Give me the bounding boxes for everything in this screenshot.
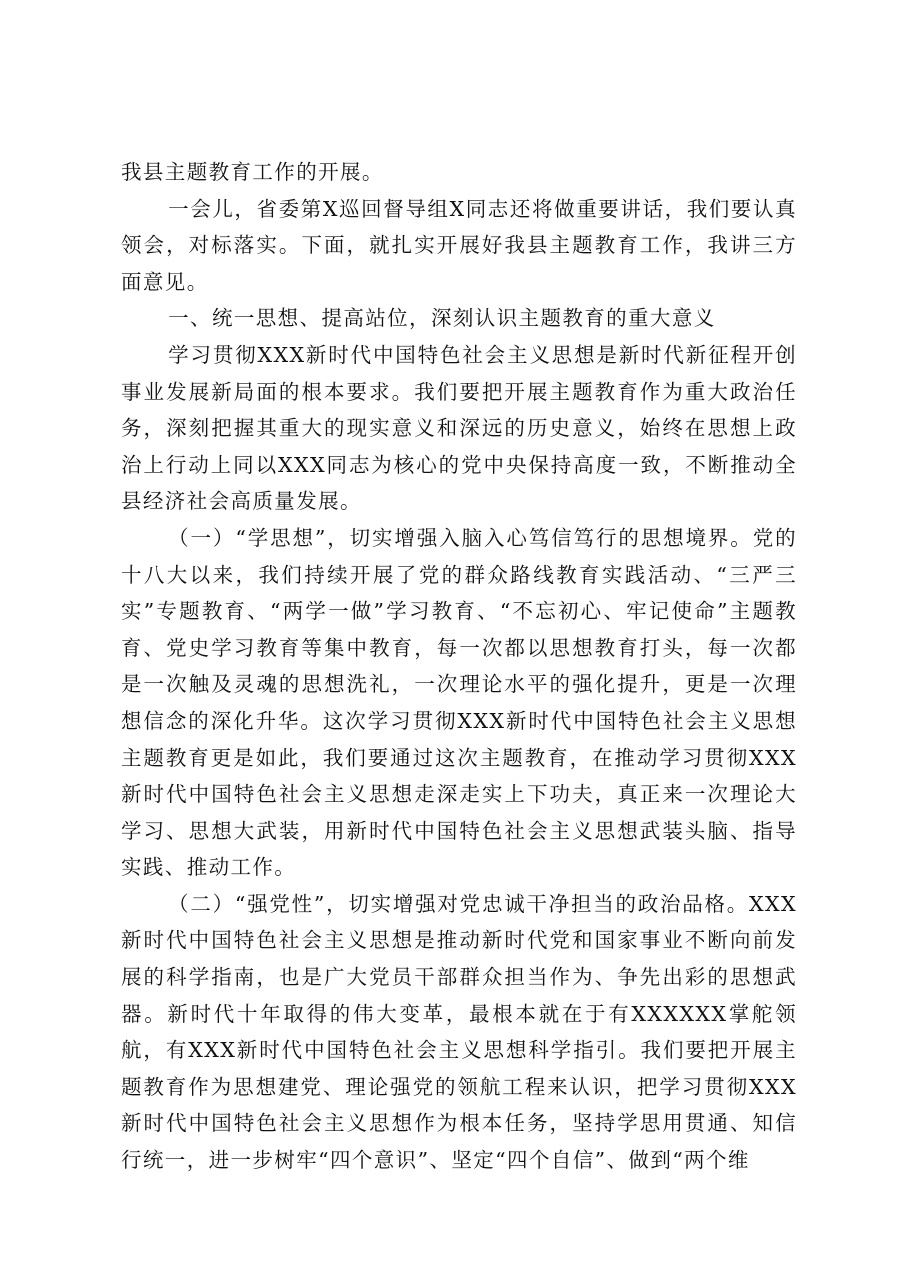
section-heading-1: 一、统一思想、提高站位，深刻认识主题教育的重大意义 (168, 306, 716, 331)
paragraph-section-1-body: 学习贯彻XXX新时代中国特色社会主义思想是新时代新征程开创事业发展新局面的根本要求。我们要把开展主题教育作为重大政治任务，深刻把握其重大的现实意义和深远的历史意义，始终在思想上政治上行动上同以XXX同志为核心的党中央保持高度一致，不断推动全县经济社会高质量发展。 (121, 342, 797, 514)
paragraph-continuation: 我县主题教育工作的开展。 (121, 160, 384, 184)
paragraph-subsection-2: （二）“强党性”，切实增强对党忠诚干净担当的政治品格。XXX新时代中国特色社会主义思想是推动新时代党和国家事业不断向前发展的科学指南，也是广大党员干部群众担当作为、争先出彩的思想武器。新时代十年取得的伟大变革，最根本就在于有XXXXXX掌舵领航，有XXX新时代中国特色社会主义思想科学指引。我们要把开展主题教育作为思想建党、理论强党的领航工程来认识，把学习贯彻XXX新时代中国特色社会主义思想作为根本任务，坚持学思用贯通、知信行统一，进一步树牢“四个意识”、坚定“四个自信”、做到“两个维 (121, 891, 797, 1173)
paragraph-intro: 一会儿，省委第X巡回督导组X同志还将做重要讲话，我们要认真领会，对标落实。下面，就扎实开展好我县主题教育工作，我讲三方面意见。 (121, 196, 797, 294)
document-body (121, 154, 797, 1179)
paragraph-subsection-1: （一）“学思想”，切实增强入脑入心笃信笃行的思想境界。党的十八大以来，我们持续开展了党的群众路线教育实践活动、“三严三实”专题教育、“两学一做”学习教育、“不忘初心、牢记使命”主题教育、党史学习教育等集中教育，每一次都以思想教育打头，每一次都是一次触及灵魂的思想洗礼，一次理论水平的强化提升，更是一次理想信念的深化升华。这次学习贯彻XXX新时代中国特色社会主义思想主题教育更是如此，我们要通过这次主题教育，在推动学习贯彻XXX新时代中国特色社会主义思想走深走实上下功夫，真正来一次理论大学习、思想大武装，用新时代中国特色社会主义思想武装头脑、指导实践、推动工作。 (121, 525, 797, 880)
